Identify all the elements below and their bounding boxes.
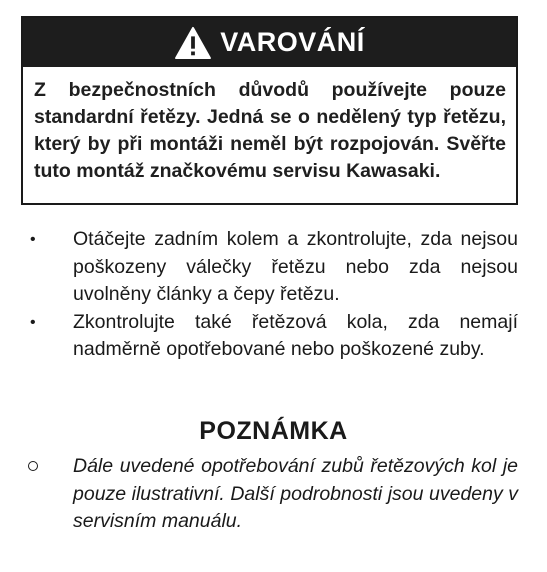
note-item: [28, 453, 518, 536]
warning-text: Z bezpečnostních důvodů používejte pouze standardní řetězy. Jedná se o nedělený typ řetězu, který by při montáži neměl být rozpojován. Svěřte tuto montáž značkovému servisu Kawasaki.: [34, 79, 506, 182]
note-bullet-icon: [28, 461, 38, 471]
bullet-symbol: •: [30, 231, 36, 248]
warning-triangle-icon: [174, 26, 212, 60]
list-item: [30, 226, 518, 309]
warning-title: VAROVÁNÍ: [220, 27, 365, 57]
note-text: Dále uvedené opotřebování zubů řetězových kol je pouze ilustrativní. Další podrobnosti jsou uvedeny v servisním manuálu.: [73, 455, 518, 532]
note-title: POZNÁMKA: [199, 417, 348, 445]
list-item: [30, 309, 518, 364]
warning-box: [21, 16, 518, 205]
bullet-list: [30, 226, 518, 364]
bullet-symbol: •: [30, 313, 36, 331]
list-item-text: Zkontrolujte také řetězová kola, zda nemají nadměrně opotřebované nebo poškozené zuby.: [73, 310, 518, 360]
warning-header: [23, 18, 516, 67]
list-item-text: Otáčejte zadním kolem a zkontrolujte, zda nejsou poškozeny válečky řetězu nebo zda nejsou uvolněny články a čepy řetězu.: [73, 228, 518, 305]
